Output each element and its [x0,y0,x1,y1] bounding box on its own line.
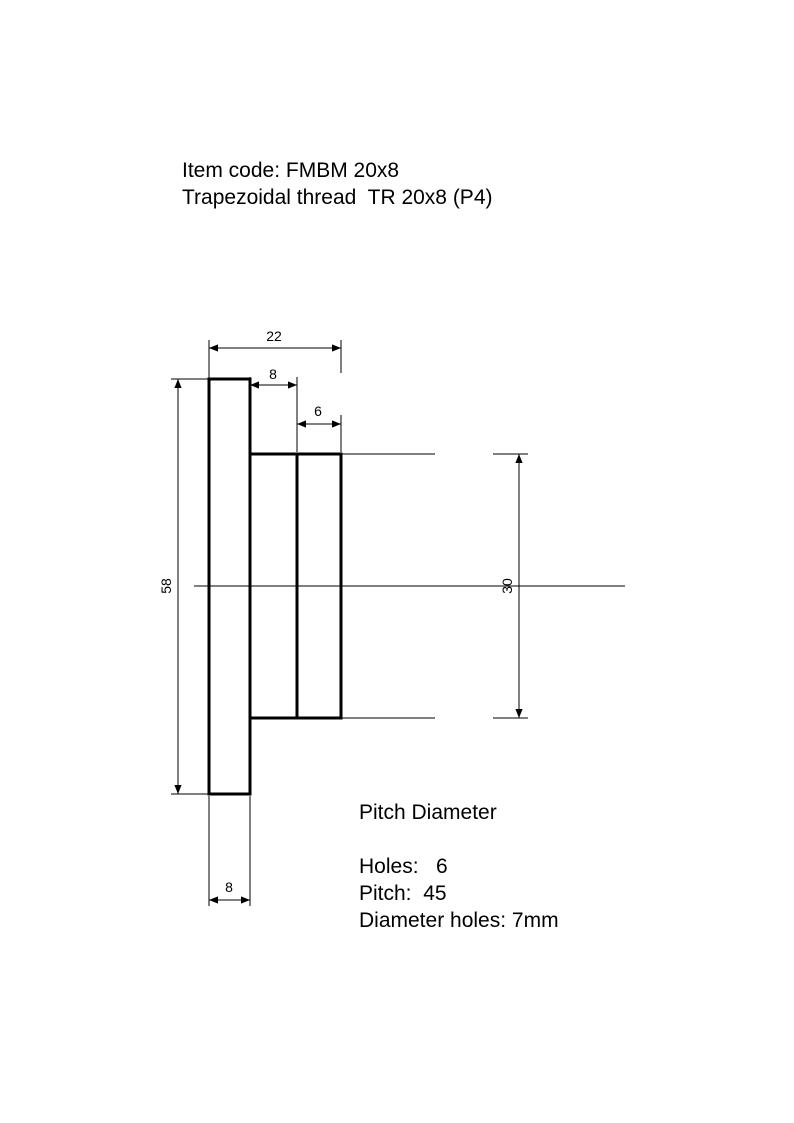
dim-text-flange-thickness: 8 [269,366,277,382]
thread-label: Trapezoidal thread TR 20x8 (P4) [182,186,493,209]
item-code-label: Item code: FMBM 20x8 [182,159,400,182]
dim-text-step-length: 6 [314,403,322,419]
diameter-holes-label: Diameter holes: 7mm [359,909,559,932]
dim-text-overall-length: 22 [266,328,282,344]
dim-text-body-diameter: 30 [499,578,515,594]
pitch-diameter-label: Pitch Diameter [359,801,497,824]
holes-label: Holes: 6 [359,855,448,878]
pitch-label: Pitch: 45 [359,882,447,905]
dim-text-flange-height: 58 [158,578,174,594]
dim-text-flange-bottom: 8 [225,879,233,895]
